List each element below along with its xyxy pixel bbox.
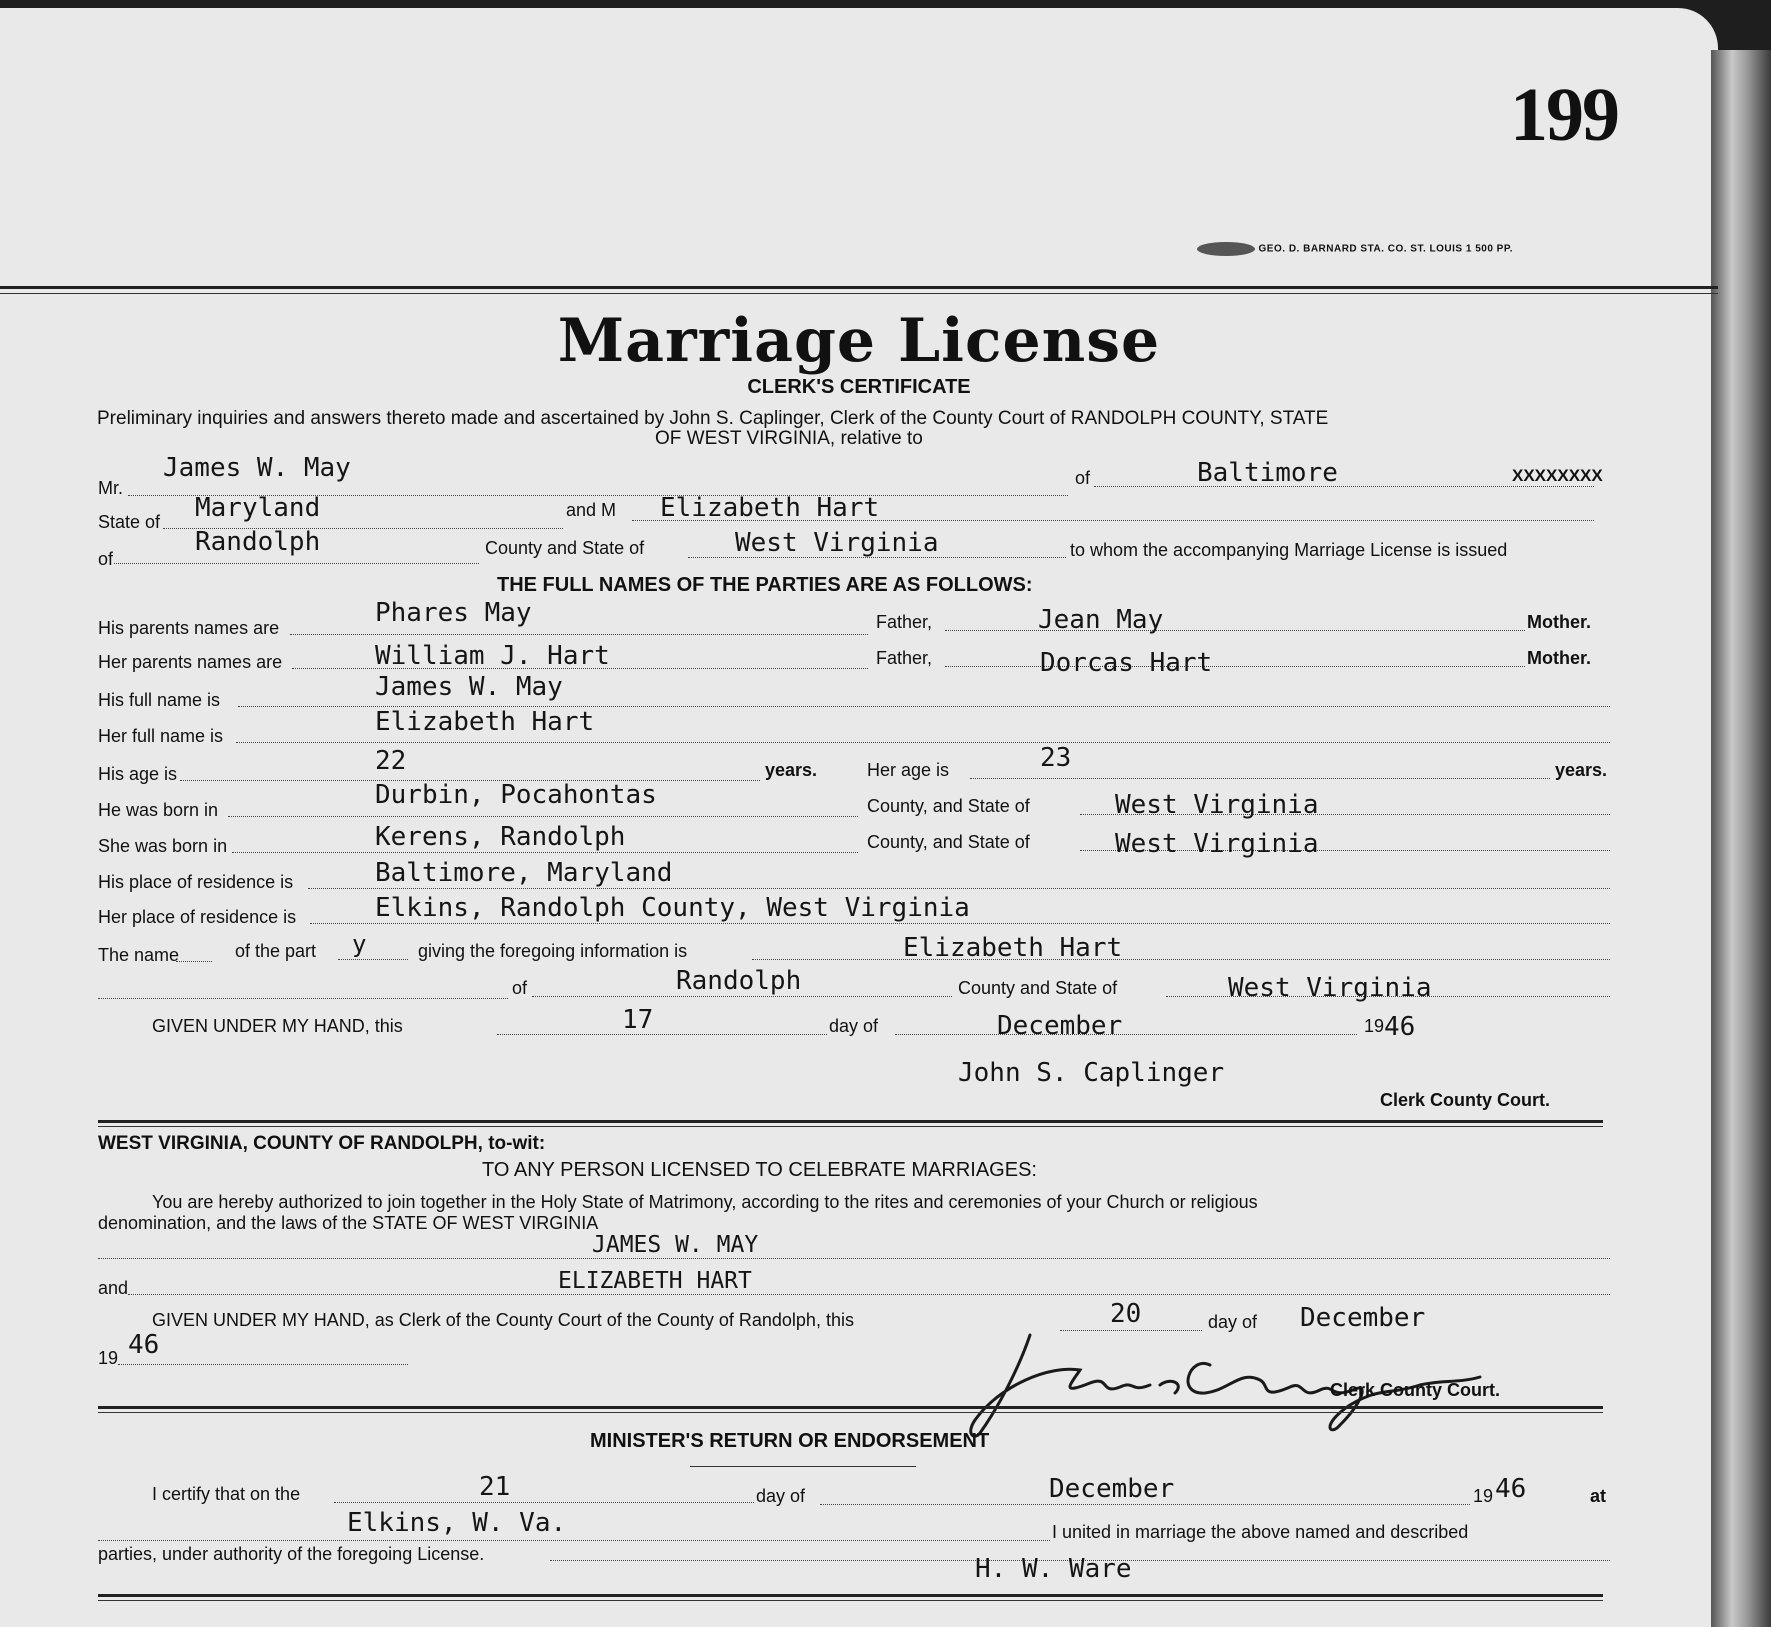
- value-her-father: William J. Hart: [375, 641, 610, 671]
- dotted-line: [945, 666, 1525, 667]
- minister-day: 21: [479, 1472, 511, 1502]
- minister-day-of: day of: [756, 1486, 806, 1506]
- label-years: years.: [765, 760, 818, 780]
- value-of-county: Randolph: [195, 527, 321, 557]
- label-he-born: He was born in: [98, 800, 219, 820]
- value-given-day: 17: [622, 1005, 654, 1035]
- label-county-and-state: County and State of: [485, 538, 645, 558]
- label-given-under: GIVEN UNDER MY HAND, this: [152, 1016, 403, 1036]
- label-her-parents: Her parents names are: [98, 652, 283, 672]
- label-nineteen: 19: [1364, 1016, 1385, 1036]
- license-clerk-label: Clerk County Court.: [1330, 1380, 1501, 1400]
- printer-logo-icon: [1197, 242, 1255, 256]
- dotted-line: [945, 630, 1525, 631]
- value-he-born-county: Durbin, Pocahontas: [375, 780, 657, 810]
- label-his-residence: His place of residence is: [98, 872, 294, 892]
- value-county-state: West Virginia: [735, 528, 939, 558]
- label-father-2: Father,: [876, 648, 933, 668]
- dotted-line: [98, 1540, 1050, 1541]
- license-groom: JAMES W. MAY: [592, 1232, 759, 1258]
- value-informant-state: West Virginia: [1228, 973, 1432, 1003]
- label-father: Father,: [876, 612, 933, 632]
- value-of-city: Baltimore: [1197, 458, 1338, 488]
- value-her-full-name: Elizabeth Hart: [375, 707, 595, 737]
- minister-heading: MINISTER'S RETURN OR ENDORSEMENT: [590, 1430, 990, 1452]
- value-his-mother: Jean May: [1038, 605, 1164, 635]
- license-subheading: TO ANY PERSON LICENSED TO CELEBRATE MARRIAGES:: [482, 1159, 1037, 1181]
- label-giving-info: giving the foregoing information is: [418, 941, 688, 961]
- label-his-parents: His parents names are: [98, 618, 280, 638]
- value-mr-name: James W. May: [163, 453, 351, 483]
- intro-line-1: Preliminary inquiries and answers thereto made and ascertained by John S. Caplinger, Clerk of the County Court of RANDOLPH COUNTY, STATE: [97, 408, 1329, 429]
- label-mr: Mr.: [98, 478, 123, 498]
- value-his-full-name: James W. May: [375, 672, 563, 702]
- label-mother: Mother.: [1527, 612, 1592, 632]
- minister-place: Elkins, W. Va.: [347, 1508, 567, 1538]
- label-county-and-state-2: County and State of: [958, 978, 1118, 998]
- label-of-2: of: [98, 549, 114, 569]
- dotted-line: [334, 1502, 754, 1503]
- label-clerk-county-court: Clerk County Court.: [1380, 1090, 1551, 1110]
- dotted-line: [236, 742, 1610, 743]
- label-county-state-of-2: County, and State of: [867, 832, 1030, 852]
- minister-year: 46: [1495, 1474, 1527, 1504]
- minister-united: I united in marriage the above named and described: [1052, 1522, 1469, 1542]
- dotted-line: [232, 852, 858, 853]
- dotted-line: [895, 1034, 1357, 1035]
- printer-imprint: [1197, 242, 1513, 256]
- heading-underline: [690, 1466, 916, 1467]
- value-her-residence: Elkins, Randolph County, West Virginia: [375, 893, 970, 923]
- dotted-line: [176, 961, 212, 962]
- label-his-age: His age is: [98, 764, 178, 784]
- value-informant-county: Randolph: [676, 966, 802, 996]
- dotted-line: [290, 634, 868, 635]
- dotted-line: [1094, 486, 1594, 487]
- value-her-age: 23: [1040, 743, 1072, 773]
- label-her-full-name: Her full name is: [98, 726, 224, 746]
- license-year: 46: [128, 1330, 160, 1360]
- license-auth-line-2: denomination, and the laws of the STATE OF WEST VIRGINIA: [98, 1213, 599, 1233]
- dotted-line: [118, 1364, 408, 1365]
- label-of-3: of: [512, 978, 528, 998]
- dotted-line: [228, 816, 858, 817]
- top-rule: [0, 286, 1718, 294]
- license-nineteen: 19: [98, 1348, 119, 1368]
- label-of: of: [1075, 468, 1091, 488]
- value-informant: Elizabeth Hart: [903, 933, 1123, 963]
- minister-at: at: [1590, 1486, 1607, 1506]
- dotted-line: [114, 563, 479, 564]
- section-separator-2: [98, 1406, 1603, 1413]
- label-her-residence: Her place of residence is: [98, 907, 297, 927]
- value-he-born-state: West Virginia: [1115, 790, 1319, 820]
- license-heading: WEST VIRGINIA, COUNTY OF RANDOLPH, to-wit:: [98, 1133, 546, 1154]
- license-bride: ELIZABETH HART: [558, 1268, 752, 1294]
- minister-certify: I certify that on the: [152, 1484, 301, 1504]
- value-her-mother: Dorcas Hart: [1040, 648, 1213, 678]
- label-her-age: Her age is: [867, 760, 950, 780]
- dotted-line: [970, 778, 1550, 779]
- value-his-father: Phares May: [375, 598, 532, 628]
- dotted-line: [497, 1034, 827, 1035]
- dotted-line: [532, 996, 952, 997]
- license-day: 20: [1110, 1299, 1142, 1329]
- dotted-line: [308, 888, 1610, 889]
- license-and-label: and: [98, 1278, 129, 1298]
- label-state-of: State of: [98, 512, 161, 532]
- license-given-line: GIVEN UNDER MY HAND, as Clerk of the County Court of the County of Randolph, this: [152, 1310, 854, 1330]
- printer-text: GEO. D. BARNARD STA. CO. ST. LOUIS 1 500 PP.: [1258, 243, 1513, 255]
- intro-line-2: OF WEST VIRGINIA, relative to: [655, 428, 923, 449]
- license-auth-line-1: You are hereby authorized to join together in the Holy State of Matrimony, according to the rites and ceremonies of your Church or religious: [152, 1192, 1258, 1212]
- value-clerk-name: John S. Caplinger: [958, 1058, 1225, 1088]
- document-title: Marriage License: [557, 306, 1161, 376]
- label-of-the-part: of the part: [235, 941, 317, 961]
- minister-parties: parties, under authority of the foregoing License.: [98, 1544, 485, 1564]
- value-she-born-state: West Virginia: [1115, 829, 1319, 859]
- value-state: Maryland: [195, 493, 321, 523]
- value-she-born-county: Kerens, Randolph: [375, 822, 626, 852]
- full-names-heading: THE FULL NAMES OF THE PARTIES ARE AS FOLLOWS:: [497, 574, 1033, 596]
- minister-nineteen: 19: [1473, 1486, 1494, 1506]
- label-mother-2: Mother.: [1527, 648, 1592, 668]
- section-separator-3: [98, 1594, 1603, 1601]
- license-month: December: [1300, 1303, 1426, 1333]
- dotted-line: [98, 998, 508, 999]
- struck-text: XXXXXXXX: [1512, 466, 1603, 485]
- dotted-line: [752, 959, 1610, 960]
- document-subtitle: CLERK'S CERTIFICATE: [747, 376, 971, 398]
- section-separator: [98, 1120, 1603, 1127]
- license-day-label: day of: [1208, 1312, 1258, 1332]
- page-curl: [1711, 50, 1771, 1627]
- label-his-full-name: His full name is: [98, 690, 221, 710]
- value-his-age: 22: [375, 746, 407, 776]
- value-his-residence: Baltimore, Maryland: [375, 858, 673, 888]
- value-m-name: Elizabeth Hart: [660, 493, 880, 523]
- dotted-line: [98, 1258, 1610, 1259]
- value-part-suffix: y: [352, 930, 367, 958]
- minister-month: December: [1049, 1474, 1175, 1504]
- dotted-line: [820, 1504, 1470, 1505]
- value-given-month: December: [997, 1011, 1123, 1041]
- dotted-line: [338, 959, 408, 960]
- label-the-name: The name: [98, 945, 180, 965]
- value-given-year: 46: [1384, 1012, 1416, 1042]
- label-to-whom: to whom the accompanying Marriage License is issued: [1070, 540, 1508, 560]
- label-and-m: and M: [566, 500, 617, 520]
- label-she-born: She was born in: [98, 836, 228, 856]
- minister-name: H. W. Ware: [975, 1554, 1132, 1584]
- dotted-line: [128, 1294, 1610, 1295]
- dotted-line: [310, 923, 1610, 924]
- label-years-2: years.: [1555, 760, 1608, 780]
- label-county-state-of: County, and State of: [867, 796, 1030, 816]
- label-day-of: day of: [829, 1016, 879, 1036]
- page-number: 199: [1510, 73, 1618, 157]
